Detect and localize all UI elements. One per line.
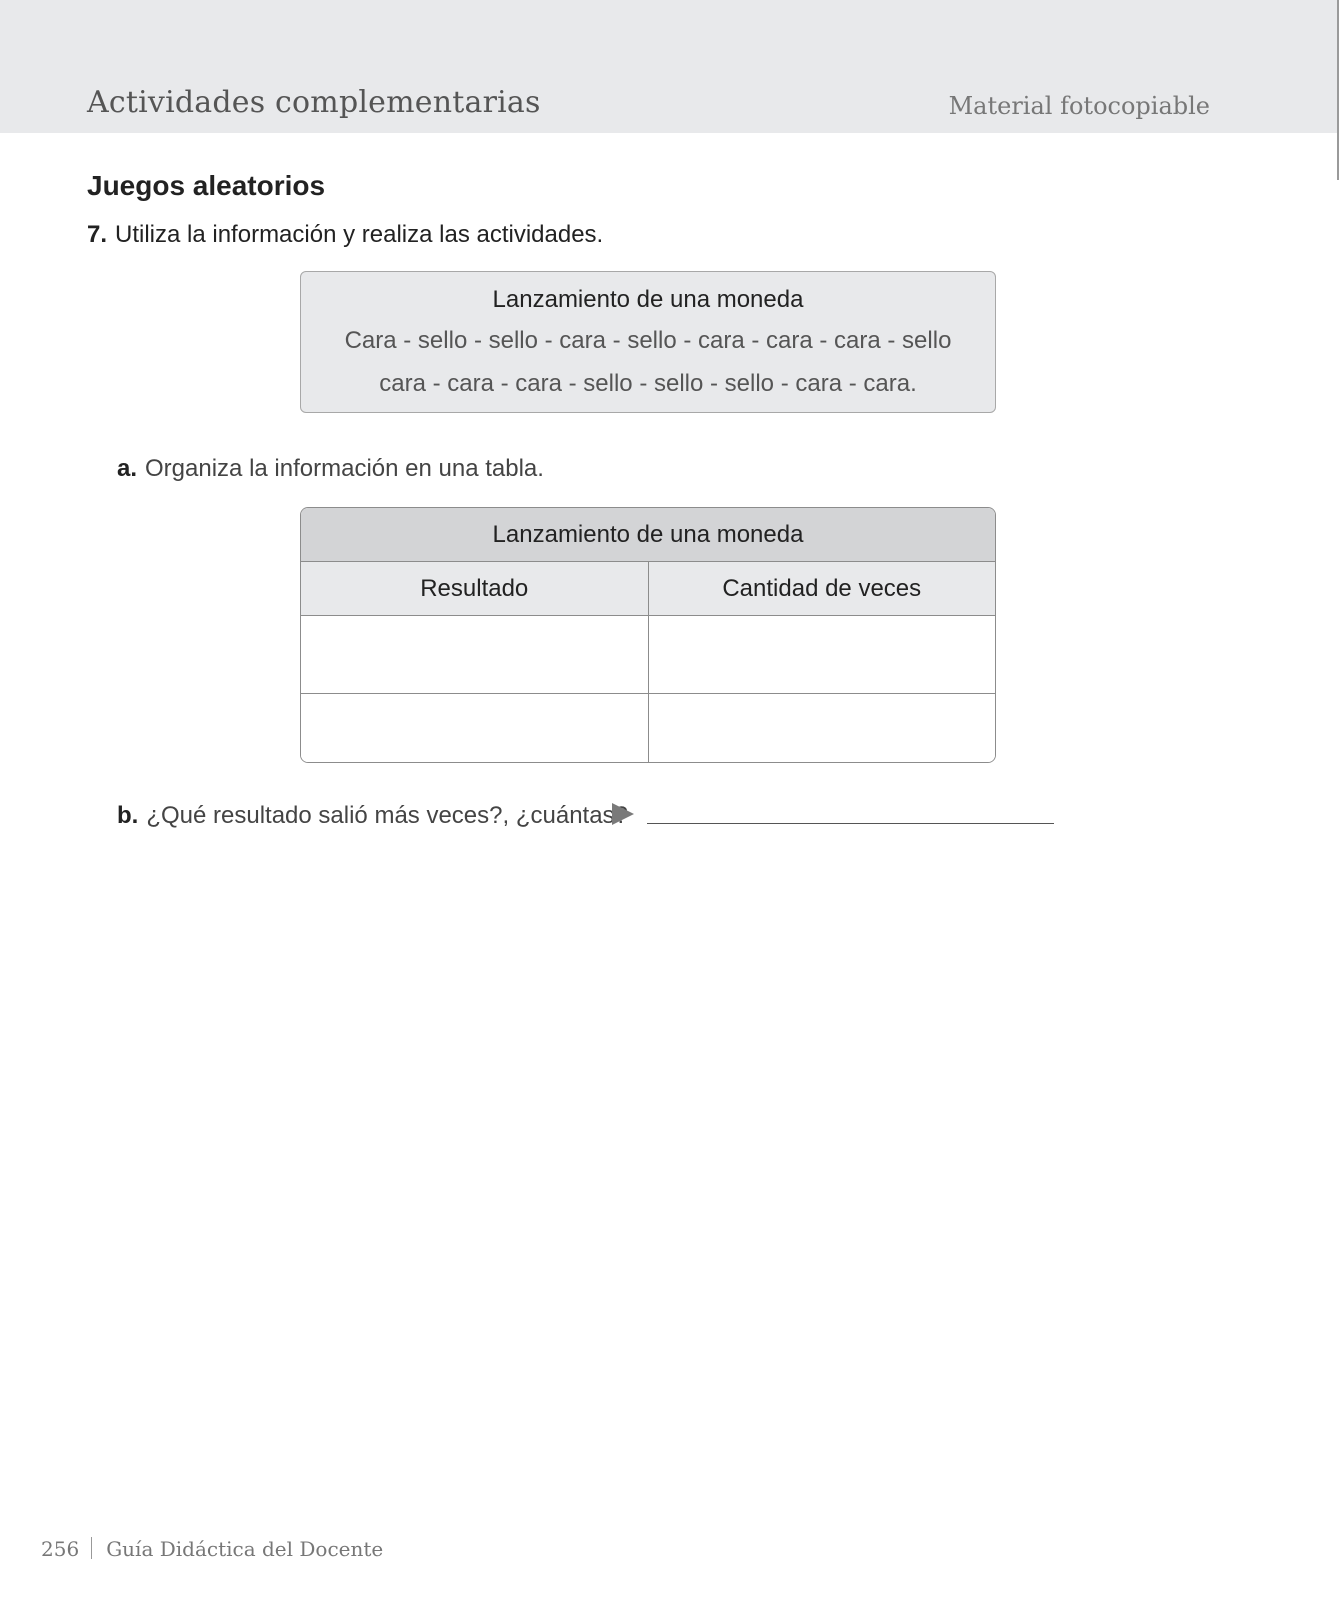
- section-title: Juegos aleatorios: [87, 170, 326, 201]
- part-b: [117, 802, 628, 830]
- part-b-letter: b.: [117, 802, 139, 829]
- play-arrow-icon: [612, 803, 634, 825]
- table-cell-count[interactable]: [648, 694, 995, 764]
- coin-toss-table: [300, 507, 996, 763]
- table-cell-result[interactable]: [301, 616, 648, 694]
- info-box-line-1: Cara - sello - sello - cara - sello - cara - cara - cara - sello: [344, 327, 952, 354]
- footer-separator: [91, 1537, 92, 1559]
- activity-number: 7.: [87, 221, 108, 248]
- part-a-text: Organiza la información en una tabla.: [145, 455, 544, 482]
- table-cell-result[interactable]: [301, 694, 648, 764]
- part-a: [117, 455, 544, 483]
- info-box-title: Lanzamiento de una moneda: [492, 286, 804, 313]
- page-number: 256: [41, 1537, 80, 1561]
- book-title: Guía Didáctica del Docente: [106, 1537, 384, 1561]
- activity-instruction: [87, 221, 603, 249]
- photocopiable-label: Material fotocopiable: [948, 92, 1210, 120]
- footer: [41, 1537, 383, 1561]
- column-header-result: Resultado: [301, 562, 648, 616]
- info-box: [300, 271, 996, 413]
- info-box-line-2: cara - cara - cara - sello - sello - sello - cara - cara.: [379, 370, 917, 397]
- part-b-text: ¿Qué resultado salió más veces?, ¿cuántas?: [146, 802, 628, 829]
- table-row: [301, 616, 995, 694]
- column-header-count: Cantidad de veces: [648, 562, 995, 616]
- table-cell-count[interactable]: [648, 616, 995, 694]
- activity-text: Utiliza la información y realiza las actividades.: [115, 221, 604, 248]
- table-title: Lanzamiento de una moneda: [301, 508, 995, 562]
- part-a-letter: a.: [117, 455, 138, 482]
- table-row: [301, 694, 995, 764]
- answer-line[interactable]: [647, 823, 1054, 824]
- page-section-title: Actividades complementarias: [87, 85, 541, 120]
